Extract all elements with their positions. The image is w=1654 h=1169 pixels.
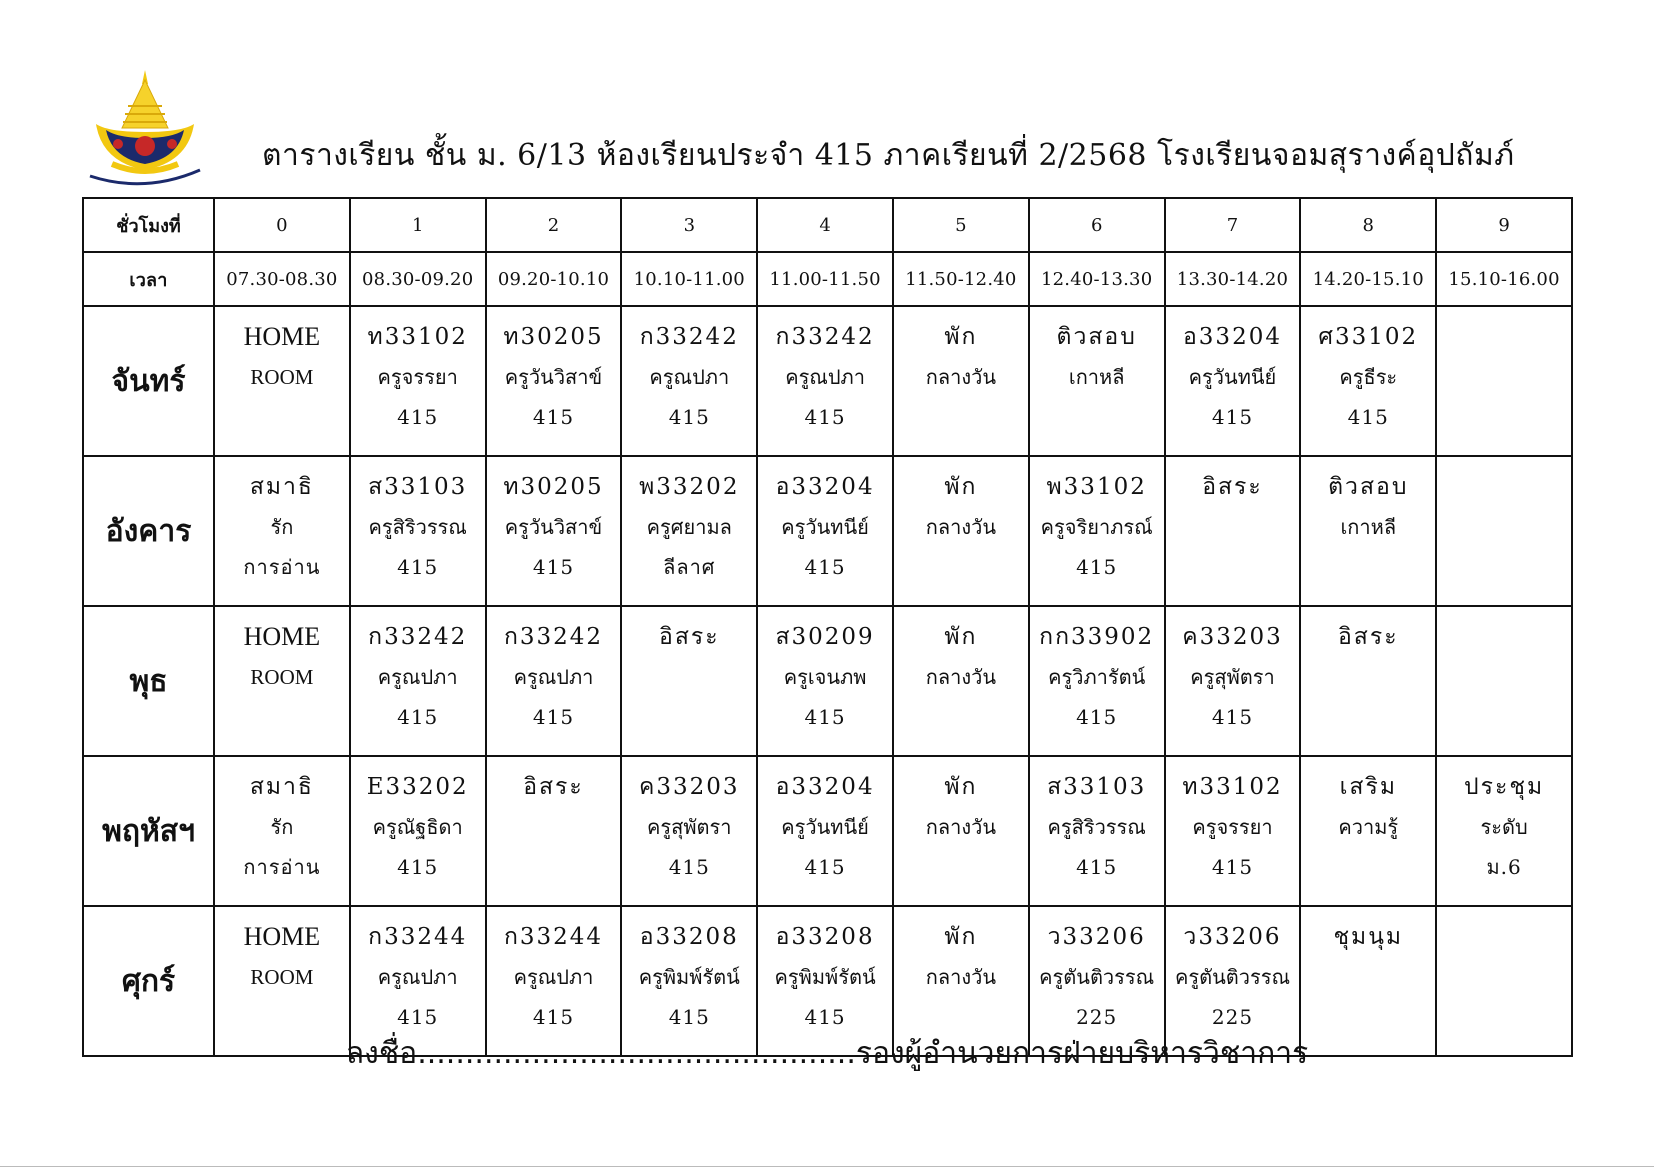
- teacher-name: [1437, 957, 1571, 997]
- schedule-cell: [757, 756, 893, 906]
- teacher-name: ครูเจนภพ: [783, 665, 867, 689]
- subject-code: ศ33102: [1318, 324, 1419, 350]
- schedule-cell: [893, 606, 1029, 756]
- room-number: ม.6: [1486, 855, 1522, 879]
- time-range: 08.30-09.20: [350, 252, 486, 306]
- subject-code: ติวสอบ: [1328, 474, 1409, 500]
- subject-code: ค33203: [1182, 624, 1283, 650]
- subject-code: HOME: [243, 922, 321, 951]
- period-number: 0: [214, 198, 350, 252]
- subject-code: ชุมนุม: [1333, 924, 1404, 950]
- room-number: [894, 547, 1028, 587]
- teacher-name: ครูวิภารัตน์: [1048, 665, 1146, 689]
- subject-code: ส30209: [775, 624, 875, 650]
- day-row: [83, 306, 1572, 456]
- day-label: อังคาร: [83, 456, 214, 606]
- teacher-name: รัก: [270, 515, 294, 539]
- period-number: 7: [1165, 198, 1301, 252]
- teacher-name: [622, 657, 756, 697]
- subject-code: [1437, 617, 1571, 657]
- school-logo: [82, 66, 208, 190]
- subject-code: ท30205: [503, 324, 604, 350]
- schedule-cell: [1436, 606, 1572, 756]
- teacher-name: กลางวัน: [925, 365, 997, 389]
- room-number: [1301, 547, 1435, 587]
- subject-code: อ33208: [639, 924, 739, 950]
- day-label: พุธ: [83, 606, 214, 756]
- schedule-cell: [621, 756, 757, 906]
- schedule-cell: [1165, 606, 1301, 756]
- schedule-cell: [1029, 456, 1165, 606]
- subject-code: HOME: [243, 322, 321, 351]
- room-number: [215, 697, 349, 737]
- teacher-name: ครูธีระ: [1339, 365, 1398, 389]
- schedule-cell: [214, 306, 350, 456]
- period-number: 2: [486, 198, 622, 252]
- teacher-name: ครูสุพัตรา: [1190, 665, 1275, 689]
- teacher-name: ครูณัฐธิดา: [372, 815, 463, 839]
- time-range: 11.00-11.50: [757, 252, 893, 306]
- teacher-name: ครูณปภา: [377, 665, 458, 689]
- room-number: 415: [1211, 405, 1254, 429]
- schedule-cell: [1300, 456, 1436, 606]
- teacher-name: เกาหลี: [1340, 515, 1397, 539]
- schedule-cell: [1436, 756, 1572, 906]
- room-number: [894, 697, 1028, 737]
- room-number: การอ่าน: [243, 855, 321, 879]
- room-number: [1166, 547, 1300, 587]
- subject-code: ก33242: [639, 324, 739, 350]
- room-number: 415: [397, 555, 439, 579]
- subject-code: ท33102: [367, 324, 468, 350]
- subject-code: [1437, 317, 1571, 357]
- period-number: 5: [893, 198, 1029, 252]
- schedule-cell: [486, 456, 622, 606]
- subject-code: ประชุม: [1464, 774, 1545, 800]
- teacher-name: [1301, 657, 1435, 697]
- schedule-cell: [1165, 306, 1301, 456]
- teacher-name: ครูพิมพ์รัตน์: [638, 965, 740, 989]
- page-edge-divider: [0, 1166, 1654, 1167]
- schedule-cell: [1029, 606, 1165, 756]
- period-number: 4: [757, 198, 893, 252]
- schedule-cell: [1165, 456, 1301, 606]
- time-label: เวลา: [83, 252, 214, 306]
- hour-label: ชั่วโมงที่: [83, 198, 214, 252]
- room-number: 415: [1076, 855, 1118, 879]
- schedule-cell: [1029, 756, 1165, 906]
- schedule-cell: [621, 606, 757, 756]
- teacher-name: ระดับ: [1480, 815, 1528, 839]
- teacher-name: [1437, 357, 1571, 397]
- teacher-name: [1166, 507, 1300, 547]
- schedule-cell: [350, 756, 486, 906]
- subject-code: อ33204: [775, 774, 875, 800]
- teacher-name: ครูศยามล: [646, 515, 732, 539]
- teacher-name: ครูณปภา: [513, 665, 594, 689]
- schedule-cell: [757, 306, 893, 456]
- subject-code: พัก: [944, 924, 978, 950]
- teacher-name: ครูวันทนีย์: [1188, 365, 1277, 389]
- day-row: [83, 456, 1572, 606]
- page-title: ตารางเรียน ชั้น ม. 6/13 ห้องเรียนประจำ 415 ภาคเรียนที่ 2/2568 โรงเรียนจอมสุรางค์อุปถัมภ์: [262, 138, 1515, 173]
- teacher-name: ครูณปภา: [377, 965, 458, 989]
- teacher-name: ROOM: [250, 965, 314, 989]
- room-number: การอ่าน: [243, 555, 321, 579]
- teacher-name: ครูวันทนีย์: [781, 815, 869, 839]
- time-row: [83, 252, 1572, 306]
- schedule-cell: [1300, 306, 1436, 456]
- subject-code: [1437, 467, 1571, 507]
- teacher-name: ครูพิมพ์รัตน์: [774, 965, 876, 989]
- room-number: 415: [397, 1005, 439, 1029]
- subject-code: อ33204: [775, 474, 875, 500]
- teacher-name: รัก: [270, 815, 294, 839]
- day-label: ศุกร์: [83, 906, 214, 1056]
- room-number: 415: [397, 855, 439, 879]
- subject-code: เสริม: [1339, 774, 1397, 800]
- subject-code: [1437, 917, 1571, 957]
- subject-code: อ33204: [1182, 324, 1282, 350]
- teacher-name: ครูณปภา: [513, 965, 594, 989]
- time-range: 07.30-08.30: [214, 252, 350, 306]
- timetable: [82, 197, 1573, 1057]
- subject-code: ส33103: [1047, 774, 1147, 800]
- schedule-cell: [350, 606, 486, 756]
- period-number: 6: [1029, 198, 1165, 252]
- subject-code: ว33206: [1183, 924, 1282, 950]
- room-number: 415: [1347, 405, 1389, 429]
- teacher-name: ครูตันติวรรณ: [1174, 965, 1290, 989]
- teacher-name: [1437, 657, 1571, 697]
- subject-code: HOME: [243, 622, 321, 651]
- room-number: 415: [532, 405, 575, 429]
- subject-code: พ33202: [639, 474, 740, 500]
- teacher-name: ครูตันติวรรณ: [1039, 965, 1155, 989]
- schedule-cell: [621, 456, 757, 606]
- schedule-cell: [350, 456, 486, 606]
- schedule-cell: [350, 306, 486, 456]
- school-crest-icon: [82, 66, 208, 190]
- subject-code: E33202: [366, 774, 469, 800]
- subject-code: ค33203: [639, 774, 740, 800]
- room-number: 415: [1211, 855, 1254, 879]
- schedule-cell: [757, 456, 893, 606]
- teacher-name: ครูจรรยา: [1192, 815, 1273, 839]
- room-number: 415: [668, 1005, 710, 1029]
- time-range: 12.40-13.30: [1029, 252, 1165, 306]
- teacher-name: ครูวันวิสาข์: [504, 365, 603, 389]
- subject-code: พัก: [944, 624, 978, 650]
- teacher-name: ครูณปภา: [649, 365, 730, 389]
- room-number: [894, 397, 1028, 437]
- room-number: 415: [668, 855, 710, 879]
- teacher-name: ROOM: [250, 365, 314, 389]
- schedule-cell: [1300, 606, 1436, 756]
- teacher-name: กลางวัน: [925, 965, 997, 989]
- subject-code: ก33242: [775, 324, 875, 350]
- teacher-name: กลางวัน: [925, 815, 997, 839]
- subject-code: ส33103: [368, 474, 468, 500]
- time-range: 09.20-10.10: [486, 252, 622, 306]
- subject-code: ก33244: [368, 924, 468, 950]
- time-range: 10.10-11.00: [621, 252, 757, 306]
- subject-code: ก33242: [503, 624, 604, 650]
- room-number: 415: [804, 1005, 846, 1029]
- schedule-cell: [1300, 756, 1436, 906]
- teacher-name: ความรู้: [1338, 815, 1399, 839]
- subject-code: พัก: [944, 474, 978, 500]
- period-number: 9: [1436, 198, 1572, 252]
- schedule-cell: [486, 756, 622, 906]
- signature-line: ลงชื่อ..............................................รองผู้อำนวยการฝ่ายบริหารวิชาการ: [345, 1036, 1309, 1071]
- day-row: [83, 756, 1572, 906]
- teacher-name: ครูจริยาภรณ์: [1040, 515, 1153, 539]
- subject-code: อิสระ: [1202, 474, 1263, 500]
- teacher-name: [1437, 507, 1571, 547]
- room-number: [1437, 547, 1571, 587]
- schedule-cell: [893, 756, 1029, 906]
- subject-code: สมาธิ: [249, 474, 314, 500]
- room-number: 415: [397, 405, 439, 429]
- room-number: 415: [1076, 555, 1118, 579]
- schedule-cell: [1436, 456, 1572, 606]
- room-number: 415: [397, 705, 439, 729]
- room-number: [1301, 847, 1435, 887]
- schedule-cell: [893, 306, 1029, 456]
- room-number: 415: [532, 705, 575, 729]
- room-number: 415: [804, 555, 846, 579]
- teacher-name: เกาหลี: [1068, 365, 1125, 389]
- room-number: [1301, 697, 1435, 737]
- period-number: 3: [621, 198, 757, 252]
- room-number: [894, 847, 1028, 887]
- schedule-cell: [893, 456, 1029, 606]
- teacher-name: ROOM: [250, 665, 314, 689]
- teacher-name: กลางวัน: [925, 665, 997, 689]
- subject-code: ก33244: [503, 924, 604, 950]
- room-number: 415: [668, 405, 710, 429]
- teacher-name: [487, 807, 621, 847]
- room-number: 415: [532, 555, 575, 579]
- teacher-name: ครูสุพัตรา: [647, 815, 732, 839]
- teacher-name: [1301, 957, 1435, 997]
- subject-code: อิสระ: [523, 774, 584, 800]
- subject-code: อิสระ: [659, 624, 720, 650]
- subject-code: อิสระ: [1337, 624, 1399, 650]
- room-number: 415: [804, 405, 846, 429]
- time-range: 15.10-16.00: [1436, 252, 1572, 306]
- subject-code: พ33102: [1046, 474, 1147, 500]
- subject-code: ติวสอบ: [1056, 324, 1137, 350]
- schedule-cell: [757, 606, 893, 756]
- subject-code: พัก: [944, 324, 978, 350]
- room-number: [215, 397, 349, 437]
- room-number: 415: [804, 855, 846, 879]
- teacher-name: ครูวันวิสาข์: [504, 515, 603, 539]
- teacher-name: ครูณปภา: [785, 365, 865, 389]
- room-number: [1437, 697, 1571, 737]
- subject-code: อ33208: [775, 924, 875, 950]
- room-number: 225: [1211, 1005, 1254, 1029]
- period-number: 8: [1300, 198, 1436, 252]
- subject-code: กก33902: [1039, 624, 1155, 650]
- teacher-name: ครูวันทนีย์: [781, 515, 869, 539]
- schedule-cell: [214, 606, 350, 756]
- subject-code: ท33102: [1182, 774, 1283, 800]
- subject-code: สมาธิ: [249, 774, 314, 800]
- schedule-cell: [486, 606, 622, 756]
- time-range: 13.30-14.20: [1165, 252, 1301, 306]
- room-number: [487, 847, 621, 887]
- schedule-cell: [214, 756, 350, 906]
- room-number: [622, 697, 756, 737]
- time-range: 11.50-12.40: [893, 252, 1029, 306]
- schedule-cell: [1165, 756, 1301, 906]
- subject-code: ว33206: [1047, 924, 1146, 950]
- room-number: [1030, 397, 1164, 437]
- subject-code: ท30205: [503, 474, 604, 500]
- teacher-name: ครูจรรยา: [377, 365, 458, 389]
- schedule-cell: [1436, 306, 1572, 456]
- schedule-cell: [214, 456, 350, 606]
- subject-code: ก33242: [368, 624, 468, 650]
- teacher-name: ครูสิริวรรณ: [368, 515, 467, 539]
- schedule-cell: [621, 306, 757, 456]
- room-number: 415: [532, 1005, 575, 1029]
- schedule-cell: [1029, 306, 1165, 456]
- subject-code: พัก: [944, 774, 978, 800]
- room-number: [1437, 397, 1571, 437]
- day-label: พฤหัสฯ: [83, 756, 214, 906]
- teacher-name: ครูสิริวรรณ: [1047, 815, 1146, 839]
- room-number: 415: [1211, 705, 1254, 729]
- schedule-cell: [486, 306, 622, 456]
- room-number: 415: [804, 705, 846, 729]
- day-label: จันทร์: [83, 306, 214, 456]
- time-range: 14.20-15.10: [1300, 252, 1436, 306]
- period-number: 1: [350, 198, 486, 252]
- day-row: [83, 606, 1572, 756]
- period-header-row: [83, 198, 1572, 252]
- room-number: 225: [1076, 1005, 1118, 1029]
- teacher-name: กลางวัน: [925, 515, 997, 539]
- room-number: ลีลาศ: [663, 555, 716, 579]
- room-number: 415: [1076, 705, 1118, 729]
